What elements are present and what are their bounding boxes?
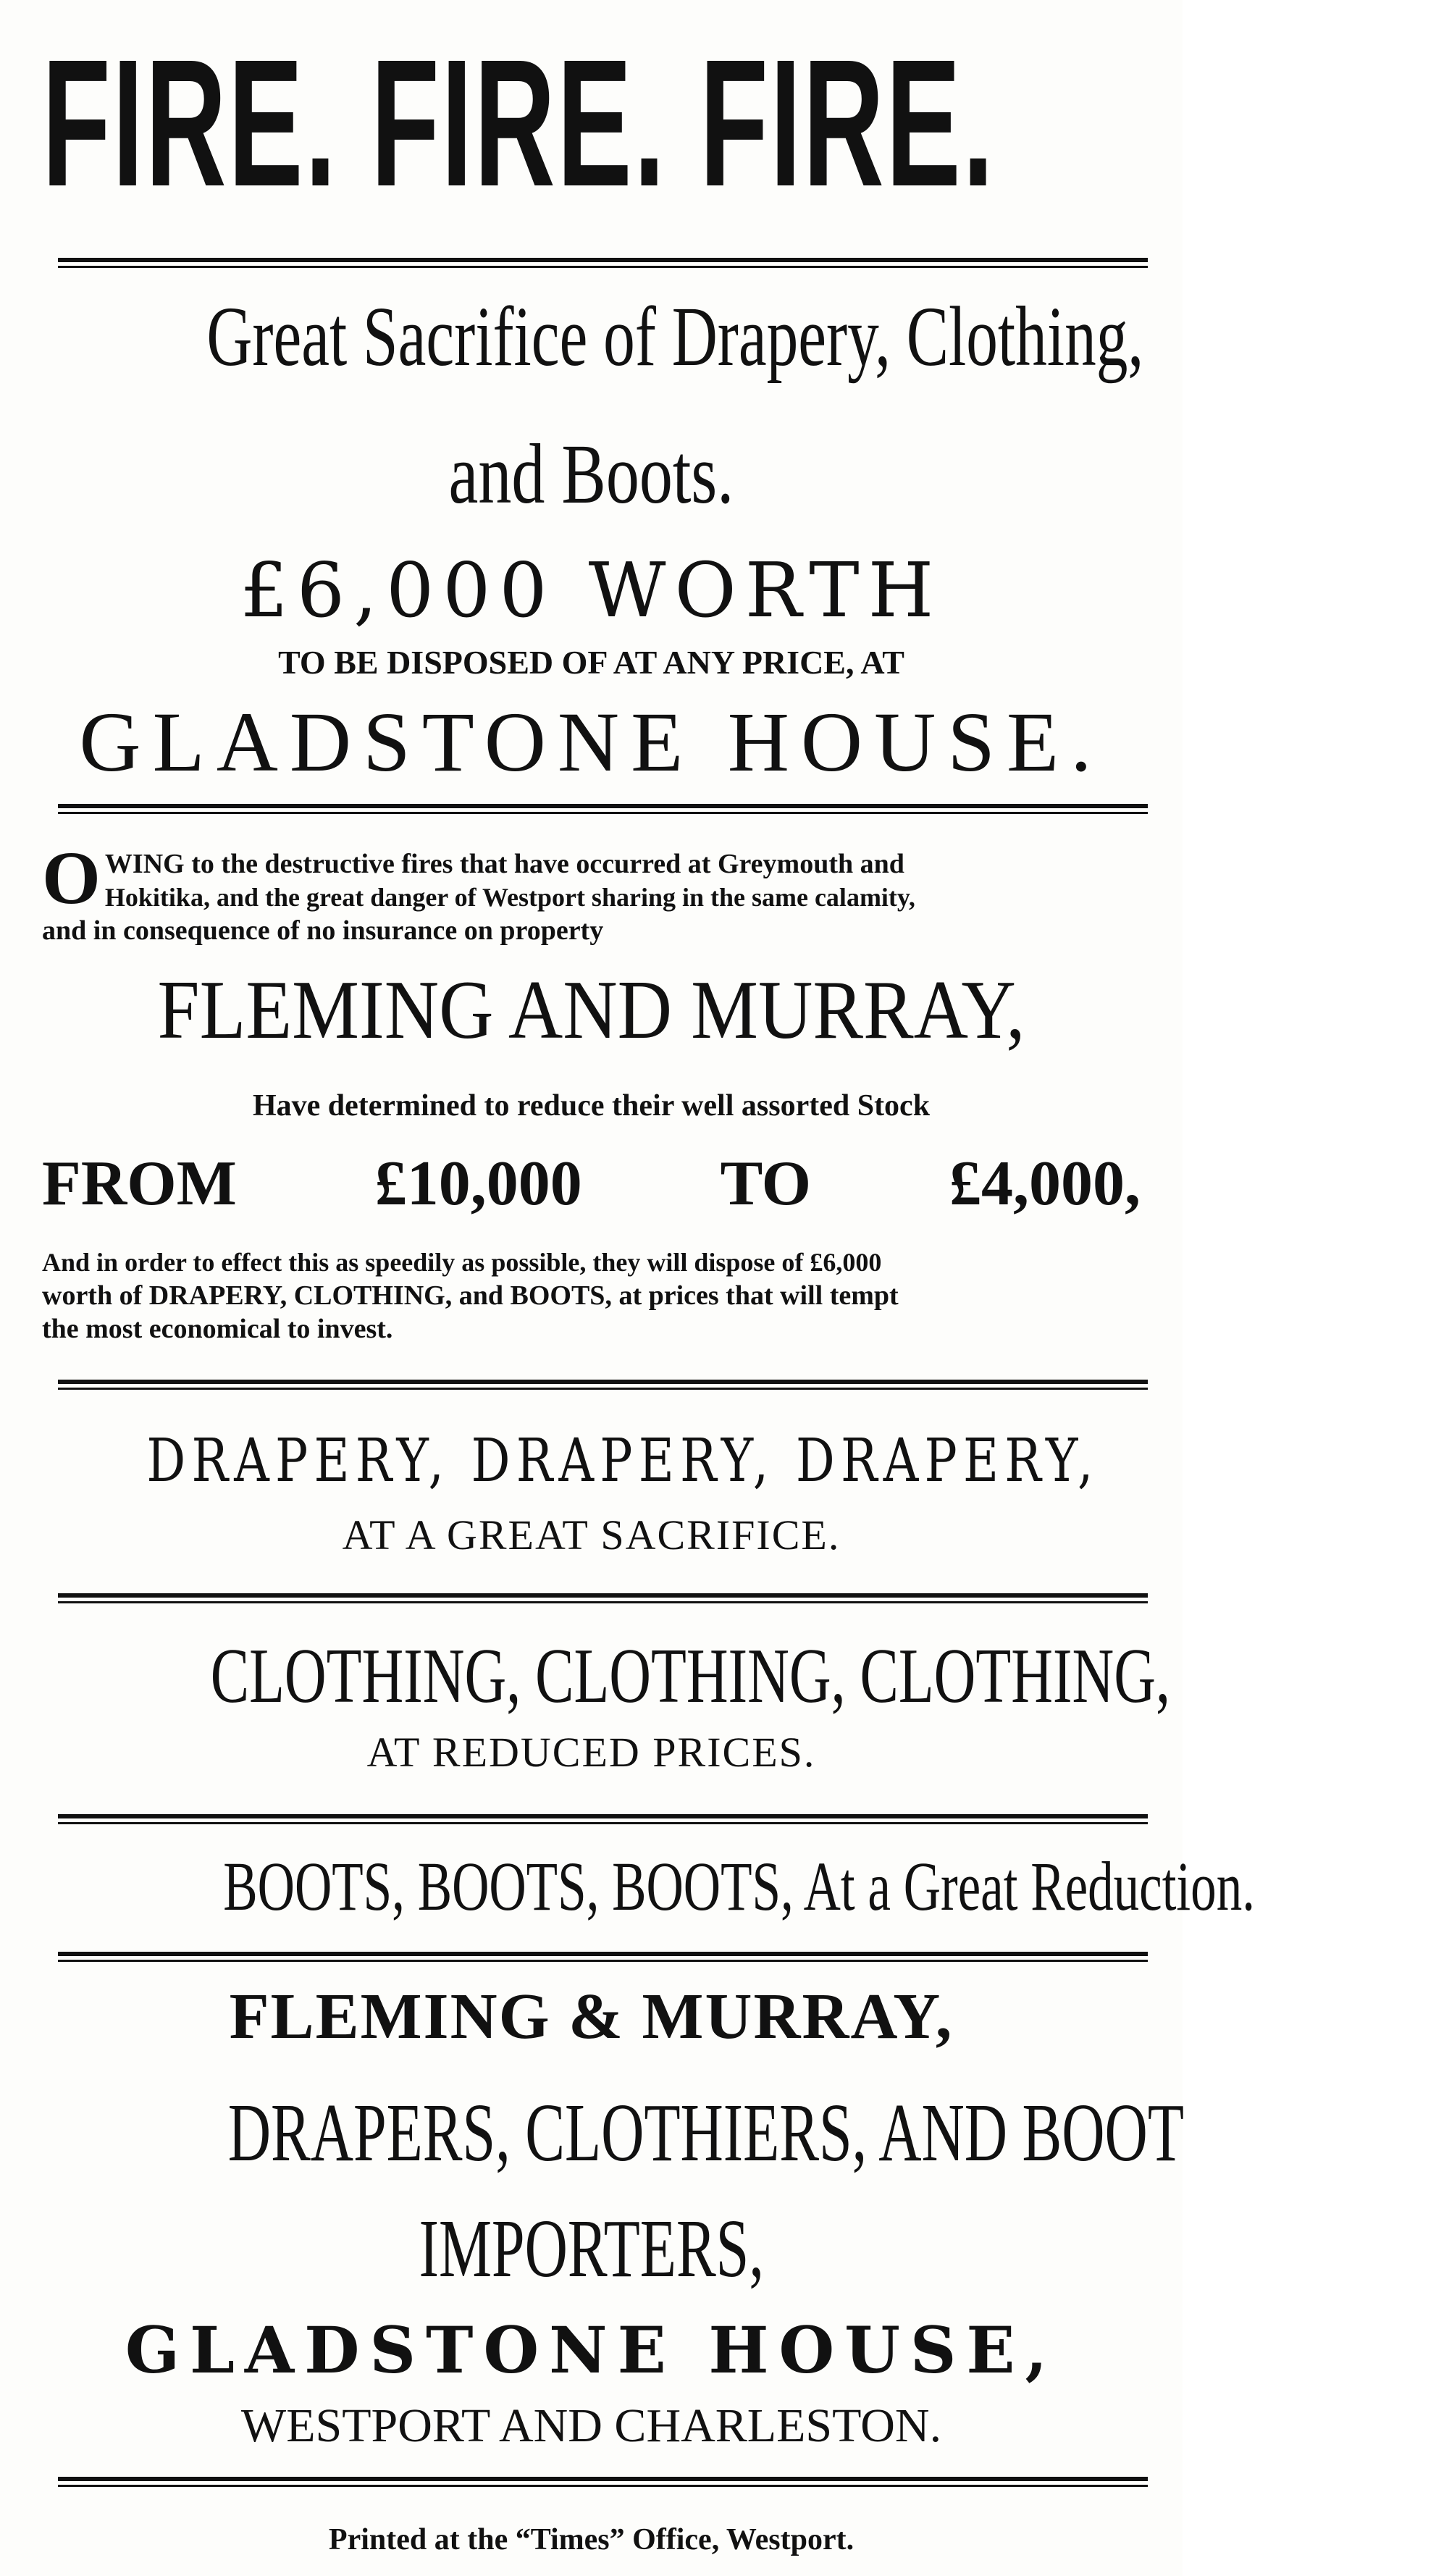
- drapery-heading: [42, 1419, 1141, 1506]
- trade-line-2: [42, 2202, 1141, 2296]
- trade-line-1-text: DRAPERS, CLOTHIERS, AND BOOT: [227, 2086, 1184, 2178]
- clothing-subheading: [42, 1727, 1141, 1778]
- boots-heading-text: BOOTS, BOOTS, BOOTS, At a Great Reduction.: [223, 1847, 1255, 1925]
- divider-rule: [58, 1380, 1148, 1390]
- location-text: WESTPORT AND CHARLESTON.: [240, 2399, 942, 2452]
- determined-text: Have determined to reduce their well assorted Stock: [252, 1089, 931, 1123]
- divider-rule: [58, 804, 1148, 814]
- firm-name-heading: [42, 963, 1141, 1065]
- clothing-heading: [42, 1633, 1170, 1720]
- headline-line-1: [42, 289, 1144, 391]
- to-label: TO: [720, 1149, 812, 1219]
- dispose-line: [42, 641, 1141, 684]
- order-line-1: And in order to effect this as speedily as possible, they will dispose of £6,000: [42, 1248, 882, 1277]
- worth-text: £6,000 WORTH: [240, 546, 943, 634]
- intro-line-2: Hokitika, and the great danger of Westport sharing in the same calamity,: [104, 883, 915, 912]
- printer-imprint: [42, 2520, 1141, 2560]
- divider-rule: [58, 1814, 1148, 1824]
- drop-cap: O: [42, 836, 101, 920]
- gladstone-house-heading: [42, 695, 1141, 789]
- drapery-sub-text: AT A GREAT SACRIFICE.: [342, 1511, 841, 1558]
- divider-rule: [58, 1952, 1148, 1962]
- intro-paragraph: [42, 836, 1141, 947]
- gladstone-house-text: GLADSTONE HOUSE.: [79, 695, 1104, 789]
- divider-rule: [58, 2477, 1148, 2487]
- gladstone-house-footer-text: GLADSTONE HOUSE,: [125, 2312, 1058, 2388]
- trade-line-1: [42, 2086, 1184, 2180]
- firm-name-footer: [42, 1973, 1141, 2060]
- dispose-text: TO BE DISPOSED OF AT ANY PRICE, AT: [278, 644, 904, 681]
- intro-line-3: and in consequence of no insurance on property: [42, 915, 604, 946]
- printer-text: Printed at the “Times” Office, Westport.: [328, 2523, 855, 2556]
- gladstone-house-footer: [42, 2307, 1141, 2394]
- boots-heading: [42, 1843, 1255, 1930]
- title-text: FIRE. FIRE. FIRE.: [42, 22, 996, 224]
- trade-line-2-text: IMPORTERS,: [419, 2202, 764, 2294]
- amount-to: £4,000,: [949, 1149, 1141, 1219]
- clothing-heading-text: CLOTHING, CLOTHING, CLOTHING,: [210, 1633, 1170, 1719]
- divider-rule: [58, 1593, 1148, 1603]
- drapery-heading-text: DRAPERY, DRAPERY, DRAPERY,: [146, 1427, 1099, 1495]
- worth-line: [42, 546, 1141, 634]
- firm-name-text: FLEMING AND MURRAY,: [157, 964, 1025, 1057]
- title-banner: [42, 22, 1141, 224]
- headline-text-1: Great Sacrifice of Drapery, Clothing,: [206, 289, 1144, 384]
- intro-line-1: WING to the destructive fires that have occurred at Greymouth and: [104, 849, 904, 879]
- from-label: FROM: [42, 1149, 237, 1219]
- location-line: [42, 2397, 1141, 2455]
- firm-name-footer-text: FLEMING & MURRAY,: [229, 1981, 954, 2052]
- drapery-subheading: [42, 1510, 1141, 1561]
- order-line-2: worth of DRAPERY, CLOTHING, and BOOTS, at prices that will tempt: [42, 1280, 899, 1311]
- order-paragraph: [42, 1246, 1141, 1346]
- determined-line: [42, 1086, 1141, 1126]
- amount-from: £10,000: [374, 1149, 582, 1219]
- order-line-3: the most economical to invest.: [42, 1314, 393, 1344]
- headline-line-2: [42, 427, 1141, 521]
- divider-rule: [58, 258, 1148, 268]
- from-to-line: [42, 1144, 1141, 1224]
- headline-text-2: and Boots.: [448, 427, 734, 521]
- clothing-sub-text: AT REDUCED PRICES.: [366, 1729, 816, 1776]
